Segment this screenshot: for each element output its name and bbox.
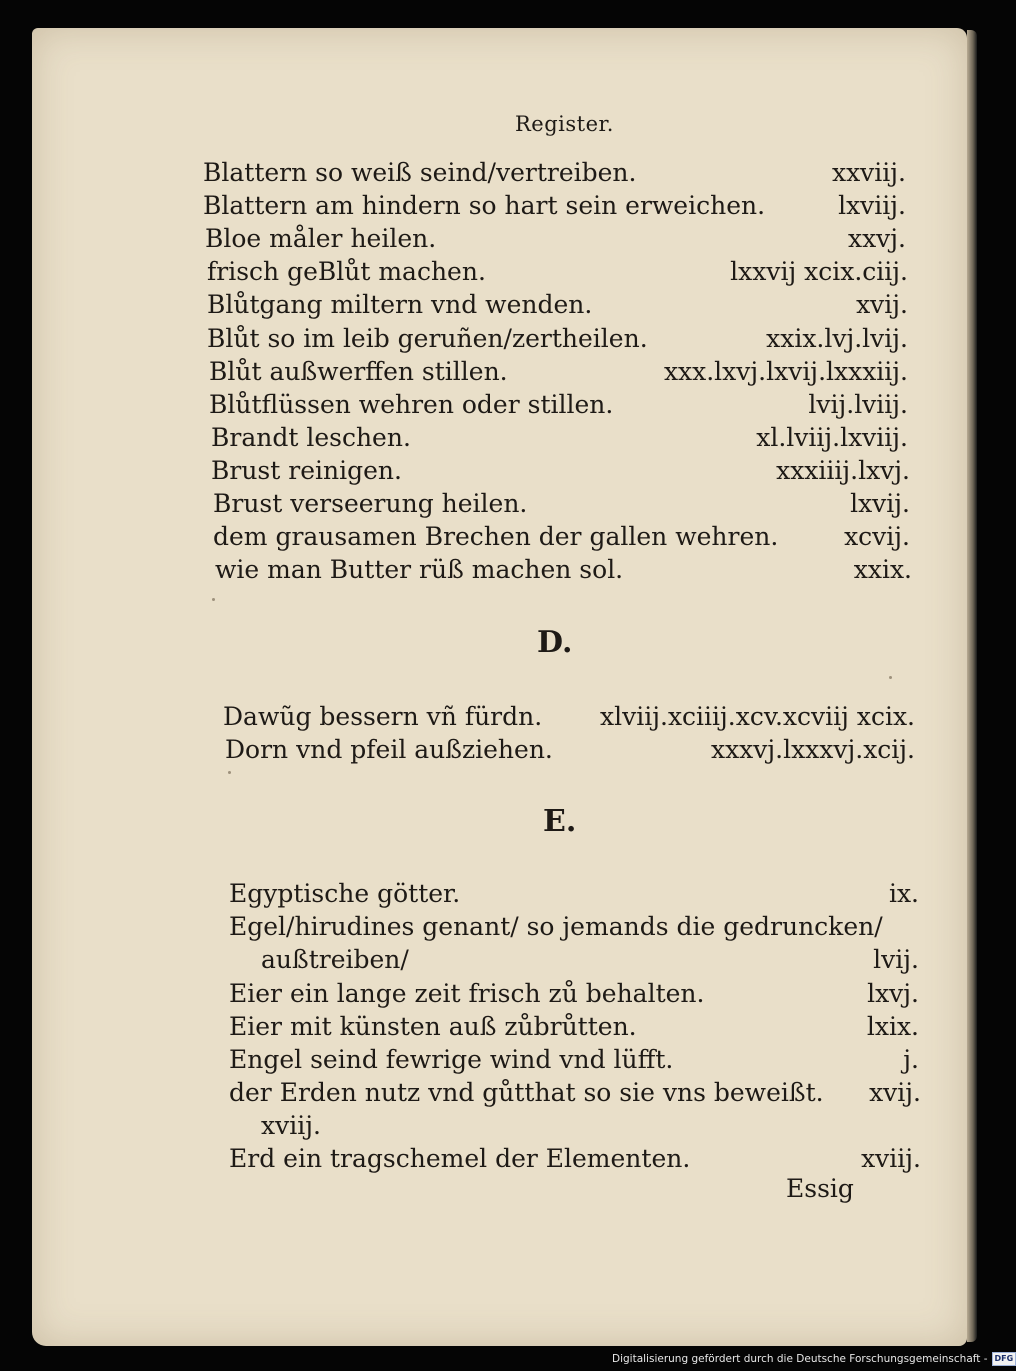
entry-page-ref: j.: [903, 1045, 919, 1074]
register-entry: [229, 1076, 921, 1110]
register-entry: [229, 977, 919, 1011]
entry-page-ref: xxix.lvj.lvij.: [766, 324, 908, 353]
register-entry: [203, 156, 906, 190]
register-entry: [207, 288, 908, 322]
entry-page-ref: xviij.: [861, 1144, 921, 1173]
entry-page-ref: xcvij.: [844, 522, 910, 551]
entry-page-ref: xxxiiij.lxvj.: [776, 456, 910, 485]
entry-page-ref: xxx.lxvj.lxvij.lxxxiij.: [663, 357, 908, 386]
entry-label: Blůtflüssen wehren oder stillen.: [209, 390, 614, 419]
register-entry: [209, 388, 908, 422]
entry-label: Blattern am hindern so hart sein erweichen.: [203, 191, 766, 220]
entry-label: Dorn vnd pfeil außziehen.: [225, 735, 553, 764]
entry-label: Bloe måler heilen.: [205, 224, 437, 253]
register-entry: [213, 487, 910, 521]
entry-page-ref: lxviij.: [838, 191, 906, 220]
entry-page-ref: lxvj.: [867, 979, 919, 1008]
entry-page-ref: xxxvj.lxxxvj.xcij.: [710, 735, 915, 764]
entry-label: Brandt leschen.: [211, 423, 411, 452]
entry-page-ref: lvij.lviij.: [808, 390, 908, 419]
register-entry: [211, 421, 908, 455]
entry-label: Erd ein tragschemel der Elementen.: [229, 1144, 691, 1173]
register-entry: [229, 877, 919, 911]
digitization-credit: [612, 1350, 1014, 1368]
ink-speck: [889, 676, 892, 679]
entry-label: xviij.: [261, 1111, 321, 1140]
catchword: Essig: [786, 1174, 854, 1203]
register-entry: [205, 222, 906, 256]
entry-page-ref: ix.: [888, 879, 919, 908]
entry-page-ref: xvij.: [869, 1078, 921, 1107]
entry-label: frisch geBlůt machen.: [207, 257, 486, 286]
entry-page-ref: xxvj.: [847, 224, 906, 253]
entry-label: Engel seind fewrige wind vnd lüfft.: [229, 1045, 674, 1074]
page-edge: [967, 30, 977, 1342]
entry-label: Blůt so im leib geruñen/zertheilen.: [207, 324, 648, 353]
entry-label: Eier mit künsten auß zůbrůtten.: [229, 1012, 637, 1041]
entry-page-ref: xl.lviij.lxviij.: [756, 423, 908, 452]
entry-label: wie man Butter rüß machen sol.: [215, 555, 624, 584]
register-entry: [261, 943, 919, 977]
entry-page-ref: lvij.: [873, 945, 919, 974]
register-entry: [229, 910, 921, 944]
entry-page-ref: xxix.: [853, 555, 912, 584]
entry-label: Blůt außwerffen stillen.: [209, 357, 508, 386]
ink-speck: [212, 598, 215, 601]
register-entry: [225, 733, 915, 767]
section-letter: D.: [537, 625, 573, 660]
dfg-logo: DFG: [992, 1352, 1016, 1366]
entry-label: Brust reinigen.: [211, 456, 402, 485]
register-entry: [207, 255, 908, 289]
entry-page-ref: xlviij.xciiij.xcv.xcviij xcix.: [600, 702, 915, 731]
entry-label: dem grausamen Brechen der gallen wehren.: [213, 522, 779, 551]
ink-speck: [228, 771, 231, 774]
register-entry: [213, 520, 910, 554]
entry-label: Blattern so weiß seind/vertreiben.: [203, 158, 637, 187]
entry-label: Egel/hirudines genant/ so jemands die gedruncken/: [229, 912, 883, 941]
entry-label: außtreiben/: [261, 945, 409, 974]
register-entry: [223, 700, 915, 734]
register-entry: [215, 553, 912, 587]
entry-label: Eier ein lange zeit frisch zů behalten.: [229, 979, 705, 1008]
entry-label: der Erden nutz vnd gůtthat so sie vns beweißt.: [229, 1078, 824, 1107]
entry-page-ref: lxxvij xcix.ciij.: [730, 257, 908, 286]
register-entry: [261, 1109, 461, 1143]
entry-page-ref: lxvij.: [850, 489, 910, 518]
register-entry: [211, 454, 910, 488]
running-header: Register.: [515, 112, 614, 136]
entry-label: Dawũg bessern vñ fürdn.: [223, 702, 543, 731]
register-entry: [229, 1010, 919, 1044]
register-entry: [203, 189, 906, 223]
entry-label: Egyptische götter.: [229, 879, 461, 908]
entry-page-ref: lxix.: [866, 1012, 919, 1041]
entry-page-ref: xxviij.: [831, 158, 906, 187]
entry-label: Brust verseerung heilen.: [213, 489, 528, 518]
credit-text: Digitalisierung gefördert durch die Deutsche Forschungsgemeinschaft -: [612, 1353, 988, 1365]
register-entry: [229, 1043, 919, 1077]
section-letter: E.: [543, 804, 577, 839]
register-entry: [207, 322, 908, 356]
register-entry: [229, 1142, 921, 1176]
entry-label: Blůtgang miltern vnd wenden.: [207, 290, 593, 319]
register-entry: [209, 355, 908, 389]
entry-page-ref: xvij.: [856, 290, 908, 319]
